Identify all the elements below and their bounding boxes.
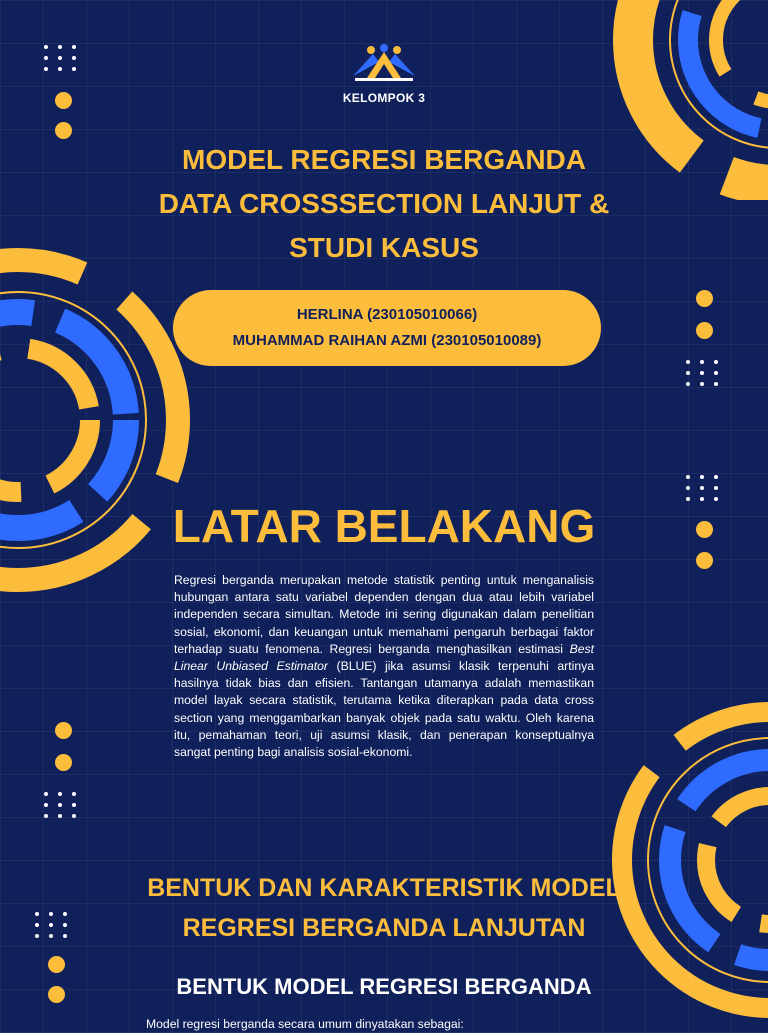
dot-grid-left-bottom xyxy=(35,912,67,938)
authors-badge xyxy=(173,290,601,366)
yellow-dot xyxy=(48,986,65,1003)
paragraph-text: Regresi berganda merupakan metode statistik penting untuk menganalisis hubungan antara satu variabel dependen dengan dua atau lebih variabel independen secara simultan. Metode ini sering digunakan dalam penelitian sosial, ekonomi, dan keuangan untuk memahami pengaruh berbagai faktor terhadap suatu fenomena. Regresi berganda menghasilkan estimasi xyxy=(174,573,594,656)
yellow-dot xyxy=(696,322,713,339)
yellow-dot xyxy=(696,290,713,307)
author-name: MUHAMMAD RAIHAN AZMI (230105010089) xyxy=(232,332,542,349)
document-title xyxy=(84,138,684,270)
heading-line: BENTUK DAN KARAKTERISTIK MODEL xyxy=(147,874,621,902)
brand-label: KELOMPOK 3 xyxy=(342,91,426,105)
title-line: MODEL REGRESI BERGANDA xyxy=(182,144,586,175)
subheading-bentuk-model: BENTUK MODEL REGRESI BERGANDA xyxy=(176,974,592,999)
section-heading-bentuk xyxy=(64,868,704,948)
heading-line: REGRESI BERGANDA LANJUTAN xyxy=(182,914,586,942)
dot-grid-right-middle xyxy=(686,475,718,501)
cut-off-text: Model regresi berganda secara umum dinyatakan sebagai: xyxy=(146,1017,464,1031)
background-paragraph xyxy=(174,572,594,761)
yellow-dot xyxy=(55,754,72,771)
yellow-dot xyxy=(55,722,72,739)
yellow-dot xyxy=(696,552,713,569)
yellow-dot xyxy=(696,521,713,538)
section-heading-latar-belakang: LATAR BELAKANG xyxy=(172,500,596,552)
paragraph-emphasis: Best Linear Unbiased Estimator xyxy=(174,641,594,674)
people-cheer-logo-icon xyxy=(351,44,417,82)
paragraph-text: (BLUE) jika asumsi klasik terpenuhi artinya hasilnya tidak bias dan efisien. Tantangan utamanya adalah memastikan model layak secara statistik, terutama ketika diterapkan pada data cross section yang menggambarkan banyak objek pada satu waktu. Oleh karena itu, pemahaman teori, uji asumsi klasik, dan penerapan konseptualnya sangat penting bagi analisis sosial-ekonomi. xyxy=(174,659,594,760)
yellow-dot xyxy=(48,956,65,973)
dot-grid-left-lower xyxy=(44,792,76,818)
title-line: STUDI KASUS xyxy=(289,232,479,263)
dot-grid-right-upper xyxy=(686,360,718,386)
yellow-dot xyxy=(55,122,72,139)
brand xyxy=(0,44,768,105)
title-line: DATA CROSSSECTION LANJUT & xyxy=(158,188,610,219)
author-name: HERLINA (230105010066) xyxy=(296,306,478,323)
